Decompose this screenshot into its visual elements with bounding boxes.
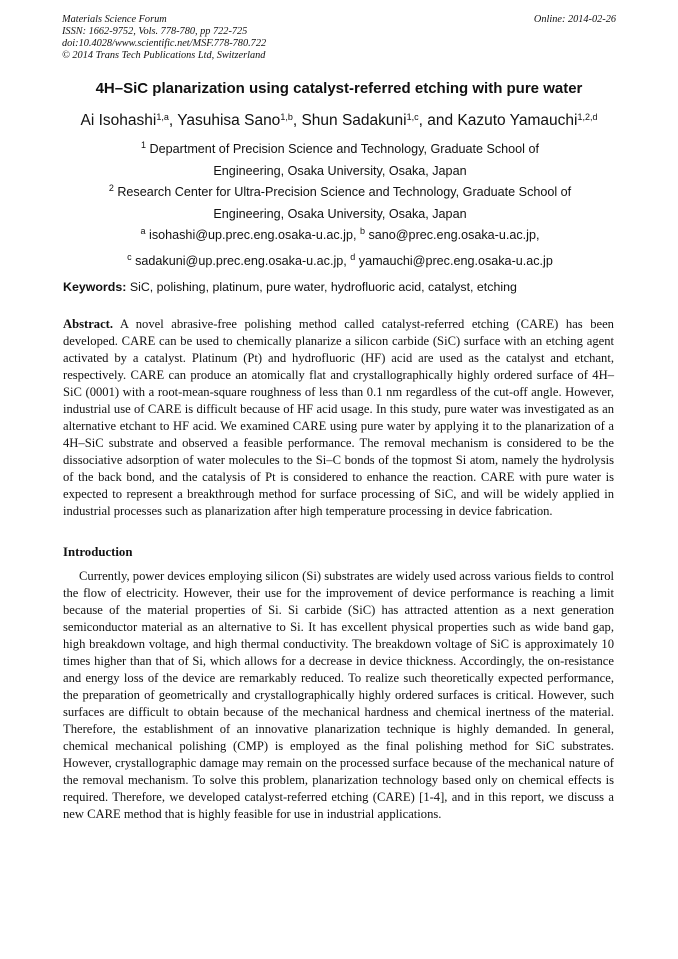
abstract [63,316,614,520]
affiliation-1 [90,135,590,182]
section-heading-introduction: Introduction [63,545,133,559]
abstract-label: Abstract. [63,317,114,331]
paper-title: 4H–SiC planarization using catalyst-referred etching with pure water [95,80,583,97]
affiliation-text: Research Center for Ultra-Precision Science and Technology, Graduate School of [117,185,572,199]
author-sep: , and [418,112,458,129]
keywords-label: Keywords: [63,280,127,294]
affiliation-text: Department of Precision Science and Technology, Graduate School of [149,142,539,156]
email-sup: b [359,226,365,236]
email-sup: d [350,251,356,262]
email-address: isohashi@up.prec.eng.osaka-u.ac.jp, [149,228,357,242]
author-sup: 1,a [156,112,169,122]
author-sep: , [168,112,178,129]
author-list [0,112,678,130]
introduction-text: Currently, power devices employing silicon (Si) substrates are widely used across various fields to control the flow of electricity. However, their use for the improvement of device performance is reaching a limit because of the material properties of Si. Si carbide (SiC) has attracted attention as a next generation semiconductor material as an alternative to Si. It has excellent physical properties such as wide band gap, high breakdown voltage, and high thermal conductivity. The breakdown voltage of SiC is approximately 10 times higher than that of Si, which allows for a decrease in device thickness. Accordingly, the on-resistance and energy loss of the device are remarkably reduced. To realize such theoretically expected performance, the preparation of geometrically and crystallographically highly ordered surfaces is critical. However, such surfaces are difficult to obtain because of the mechanical hardness and chemical inertness of the material. Therefore, the establishment of an innovative planarization technique is highly demanded. In general, chemical mechanical polishing (CMP) is employed as the final polishing method for SiC substrates. However, crystallographic damage may remain on the processed surface because of the mechanical nature of the removal mechanism. To solve this problem, planarization technology based only on chemical effects is required. Therefore, we developed catalyst-referred etching (CARE) [1-4], and in this report, we discuss a new CARE method that is highly feasible for use in industrial applications. [63,569,614,821]
affiliation-sup: 2 [108,183,114,193]
email-address: sano@prec.eng.osaka-u.ac.jp, [368,228,540,242]
keywords [63,280,623,294]
keywords-text: SiC, polishing, platinum, pure water, hydrofluoric acid, catalyst, etching [129,280,517,294]
author-sup: 1,b [280,112,293,122]
affiliation-sup: 1 [141,140,147,150]
copyright-line: © 2014 Trans Tech Publications Ltd, Switzerland [62,50,266,61]
author-sup: 1,2,d [577,112,598,122]
author-sup: 1,c [406,112,419,122]
author-name: Shun Sadakuni [301,112,407,129]
author-name: Yasuhisa Sano [177,112,281,129]
issn-line: ISSN: 1662-9752, Vols. 778-780, pp 722-725 [62,26,248,37]
affiliation-text: Engineering, Osaka University, Osaka, Japan [213,163,467,178]
page-header [62,14,616,62]
email-sup: c [127,251,132,262]
email-address: yamauchi@prec.eng.osaka-u.ac.jp [358,253,553,268]
journal-name: Materials Science Forum [62,14,167,25]
affiliation-2 [80,178,600,225]
email-sup: a [140,226,146,236]
doi-line: doi:10.4028/www.scientific.net/MSF.778-780.722 [62,38,267,49]
email-address: sadakuni@up.prec.eng.osaka-u.ac.jp, [135,253,347,268]
online-date: Online: 2014-02-26 [533,14,616,25]
affiliation-text: Engineering, Osaka University, Osaka, Japan [213,206,467,221]
author-name: Kazuto Yamauchi [457,112,578,129]
email-block [60,221,620,272]
author-sep: , [292,112,302,129]
author-name: Ai Isohashi [80,112,157,129]
abstract-text: A novel abrasive-free polishing method called catalyst-referred etching (CARE) has been developed. CARE can be used to chemically planarize a silicon carbide (SiC) surface with an etching agent activated by a catalyst. Platinum (Pt) and hydrofluoric (HF) acid are used as the catalyst and etchant, respectively. CARE can produce an atomically flat and crystallographically highly ordered surface of 4H–SiC (0001) with a root-mean-square roughness of less than 0.1 nm regardless of the cut-off angle. However, industrial use of CARE is difficult because of HF acid usage. In this study, pure water was investigated as an alternative etchant to HF acid. We examined CARE using pure water by applying it to the planarization of a 4H–SiC substrate and observed a feasible performance. The removal mechanism is considered to be the dissociative adsorption of water molecules to the Si–C bonds of the topmost Si atom, namely the hydrolysis of the back bond, and the catalysis of Pt is considered to enhance the reaction. CARE with pure water is expected to represent a breakthrough method for surface processing of SiC, and will be widely applied in industrial processes such as planarization after high temperature processing in device fabrication. [63,317,614,518]
